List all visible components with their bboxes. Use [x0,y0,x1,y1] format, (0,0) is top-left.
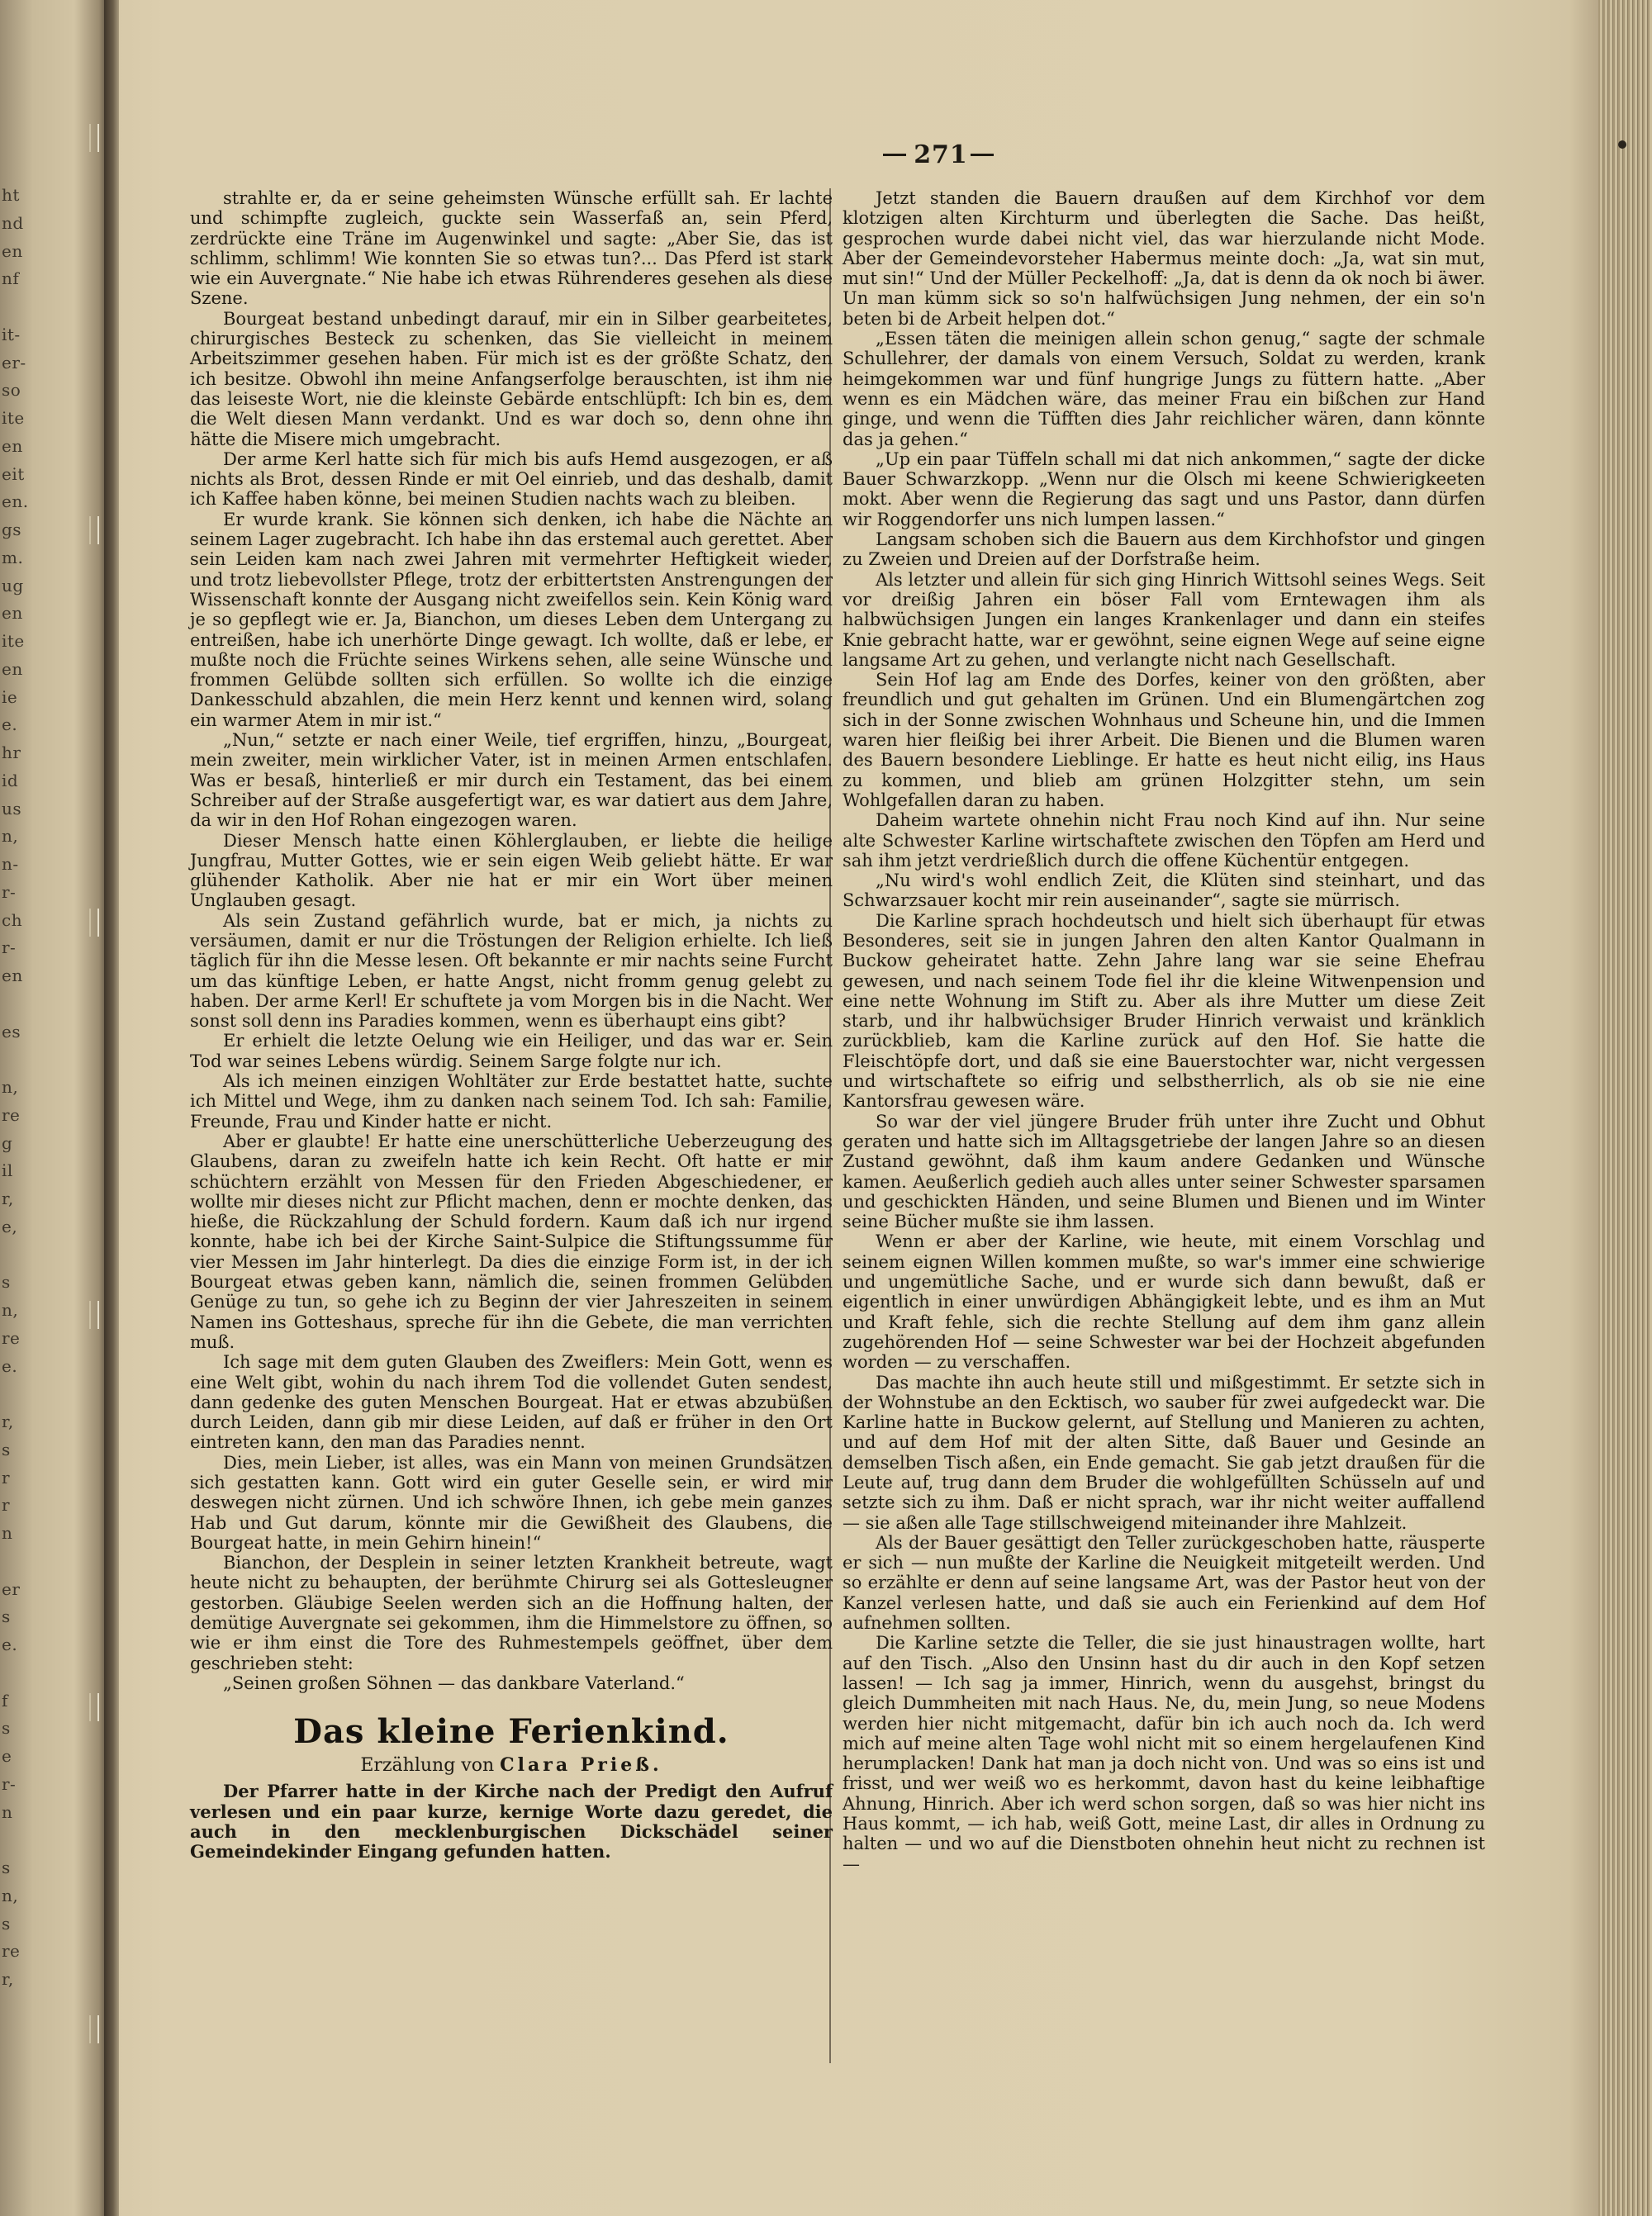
paragraph: Als ich meinen einzigen Wohltäter zur Erde bestattet hatte, suchte ich Mittel und Wege, ihm zu danken nach seinem Tod. Ich sah: Familie, Freunde, Frau und Kinder hatte er nicht. [190,1071,833,1132]
left-page-fragment: r- [2,881,17,902]
paragraph: Aber er glaubte! Er hatte eine unerschütterliche Ueberzeugung des Glaubens, daran zu zweifeln hatte ich kein Recht. Oft hatte er mir schüchtern erzählt von Messen für den Frieden Abgeschiedener, er wollte mir dieses nicht zur Pflicht machen, denn er mochte denken, das hieße, die Rückzahlung der Schuld fordern. Kaum daß ich nur irgend konnte, habe ich bei der Kirche Saint-Sulpice die Stiftungssumme für vier Messen im Jahr hinterlegt. Da dies die einzige Form ist, in der ich Bourgeat etwas geben kann, nämlich die, seinen frommen Gelübden Genüge zu tun, so gehe ich zu Beginn der vier Jahreszeiten in seinem Namen ins Gotteshaus, spreche für ihn die Gebete, die man verrichten muß. [190,1131,833,1352]
binding-thread [89,2015,99,2043]
left-page-fragment: re [2,1104,21,1125]
binding-thread [89,516,99,544]
left-page-fragment: e [2,1746,12,1766]
paragraph: Bourgeat bestand unbedingt darauf, mir ein in Silber gearbeitetes, chirurgisches Besteck zu schenken, das Sie vielleicht in meinem Arbeitszimmer gesehen haben. Für mich ist es der größte Schatz, den ich besitze. Obwohl ihn meine Anfangserfolge berauschten, ist ihm nie das leiseste Wort, nie die kleinste Gebärde entschlüpft: Ich bin es, dem die Welt diesen Mann verdankt. Und es war doch so, denn ohne ihn hätte die Misere mich umgebracht. [190,308,833,449]
left-page-fragment: es [2,1021,21,1042]
page-number-dash-right [971,154,994,156]
paragraph: Als der Bauer gesättigt den Teller zurückgeschoben hatte, räusperte er sich — nun mußte der Karline die Neuigkeit mitgeteilt werden. Und so erzählte er denn auf seine langsame Art, was der Pastor heut von der Kanzel verlesen hatte, und daß sie auch ein Ferienkind auf dem Hof aufnehmen sollten. [843,1532,1485,1634]
left-page-fragment: n, [2,826,19,847]
left-column [190,188,833,1862]
left-page-fragment: r [2,1495,11,1516]
left-page-fragment: r- [2,937,17,958]
paragraph: Als letzter und allein für sich ging Hinrich Wittsohl seines Wegs. Seit vor dreißig Jahren ein böser Fall vom Erntewagen ihm als halbwüchsigen Jungen ein langes Krankenlager und dann ein steifes Knie gebracht hatte, war er gewöhnt, seine eignen Wege auf seine eigne langsame Art zu gehen, und verlangte nicht nach Gesellschaft. [843,569,1485,670]
binding-thread [89,909,99,937]
byline-prefix: Erzählung von [360,1755,495,1777]
book-gutter [104,0,119,2216]
paragraph: „Up ein paar Tüffeln schall mi dat nich ankommen,“ sagte der dicke Bauer Schwarzkopp. „Wenn nur die Olsch mi keene Schwierigkeeten mokt. Aber wenn die Regierung das sagt und uns Pastor, dann dürfen wir Roggendorfer uns nich lumpen lassen.“ [843,448,1485,529]
left-page-fragment: f [2,1690,8,1711]
left-page-fragment: n- [2,854,19,874]
left-page-fragment: e. [2,1635,18,1654]
left-page-fragment: en [2,966,23,985]
left-page-fragment: en [2,658,23,679]
left-page-fragment: r [2,1467,11,1488]
left-page-fragment: r- [2,1773,17,1794]
paragraph: Das machte ihn auch heute still und mißgestimmt. Er setzte sich in der Wohnstube an den Ecktisch, wo sauber für zwei aufgedeckt war. Die Karline hatte in Buckow gelernt, auf Stellung und Manieren zu achten, und auf dem Hof mit der alten Sitte, daß Bauer und Gesinde an demselben Tisch aßen, ein Ende gemacht. Sie gab jetzt draußen für die Leute auf, trug dann dem Bruder die wohlgefüllten Schüsseln auf und setzte sich zu ihm. Daß er nicht sprach, war ihr nicht weiter auffallend — sie aßen alle Tage stillschweigend miteinander ihre Mahlzeit. [843,1372,1485,1533]
left-page-fragment: il [2,1160,13,1181]
paragraph: Sein Hof lag am Ende des Dorfes, keiner von den größten, aber freundlich und gut gehalten im Grünen. Und ein Blumengärtchen zog sich in der Sonne zwischen Wohnhaus und Scheune hin, und die Immen waren hier fleißig bei ihrer Arbeit. Die Bienen und die Blumen waren des Bauern besondere Lieblinge. Er hatte es heut nicht eilig, ins Haus zu kommen, und blieb am grünen Holzgitter stehn, um sein Wohlgefallen daran zu haben. [843,670,1485,810]
left-page-fragment: re [2,1941,21,1962]
story-byline [190,1754,833,1777]
paragraph: „Seinen großen Söhnen — das dankbare Vaterland.“ [223,1673,685,1693]
left-page-fragment: s [2,1272,11,1293]
left-page-fragment: s [2,1439,11,1459]
page-number-text: 271 [914,140,968,169]
left-page-edge [0,0,107,2216]
paragraph: „Essen täten die meinigen allein schon genug,“ sagte der schmale Schullehrer, der damals von einem Versuch, Soldat zu werden, krank heimgekommen war und fünf hungrige Jungs zu füttern hatte. „Aber wenn es ein Mädchen wäre, das meiner Frau ein bißchen zur Hand ginge, und wenn die Tüfften dies Jahr reichlicher wären, dann könnte das ja gehen.“ [843,329,1485,449]
paragraph: Die Karline sprach hochdeutsch und hielt sich überhaupt für etwas Besonderes, seit sie in jungen Jahren den alten Kantor Qualmann in Buckow geheiratet hatte. Zehn Jahre lang war sie seine Ehefrau gewesen, und nach seinem Tode fiel ihr die kleine Witwenpension und eine nette Wohnung im Stift zu. Aber als ihre Mutter um diese Zeit starb, und ihr halbwüchsiger Bruder Hinrich verwaist und kränklich zurückblieb, kam die Karline zurück auf den Hof. Sie hatte die Fleischtöpfe dort, und daß sie eine Bauerstochter war, nicht vergessen und wirtschaftete so eifrig und selbstherrlich, als ob sie nie eine Kantorsfrau gewesen wäre. [843,910,1485,1112]
paragraph: Er wurde krank. Sie können sich denken, ich habe die Nächte an seinem Lager zugebracht. Ich habe ihn das erstemal auch gerettet. Aber sein Leiden kam nach zwei Jahren mit vermehrter Heftigkeit wieder, und trotz liebevollster Pflege, trotz der erbittertsten Anstrengungen der Wissenschaft konnte der Ausgang nicht zweifellos sein. Kein König ward je so gepflegt wie er. Ja, Bianchon, um dieses Leben dem Untergang zu entreißen, habe ich unerhörte Dinge gewagt. Ich wollte, daß er lebe, er mußte noch die Früchte seines Wirkens sehen, alle seine Wünsche und frommen Gelübde sollten sich erfüllen. So wollte ich die einzige Dankesschuld abzahlen, die mein Herz kennt und kennen wird, solang ein warmer Atem in mir ist.“ [190,509,833,730]
left-page-fragment: en [2,435,23,456]
paragraph: Bianchon, der Desplein in seiner letzten Krankheit betreute, wagt heute nicht zu behaupten, der berühmte Chirurg sei als Gottesleugner gestorben. Gläubige Seelen werden sich an die Hoffnung halten, der demütige Auvergnate sei gekommen, ihm die Himmelstore zu öffnen, so wie er ihm einst die Tore des Ruhmestempels geöffnet, über dem geschrieben steht: [190,1553,833,1673]
left-page-fragment: r, [2,1412,14,1431]
left-page-fragment: e, [2,1216,18,1236]
paragraph: Er erhielt die letzte Oelung wie ein Heiliger, und das war er. Sein Tod war seines Lebens würdig. Seinem Sarge folgte nur ich. [190,1031,833,1071]
binding-thread [89,1301,99,1329]
paragraph: Wenn er aber der Karline, wie heute, mit einem Vorschlag und seinem eignen Willen kommen mußte, so war's immer eine schwierige und ungemütliche Sache, und er wurde sich dann bewußt, daß er eigentlich in einer unwürdigen Abhängigkeit lebte, und es ihm an Mut und Kraft fehle, sich die rechte Stellung auf dem ihm ganz allein zugehörenden Hof — seine Schwester war bei der Hochzeit abgefunden worden — zu verschaffen. [843,1231,1485,1373]
left-page-fragment: ite [2,408,25,428]
left-page-fragment: n, [2,1077,19,1097]
paragraph: Der arme Kerl hatte sich für mich bis aufs Hemd ausgezogen, er aß nichts als Brot, dessen Rinde er mit Oel einrieb, und das deshalb, damit ich Kaffee haben könne, bei meinen Studien nachts wach zu bleiben. [190,448,833,510]
left-page-fragment: m. [2,547,24,567]
left-page-fragment: us [2,798,22,819]
left-page-fragment: n, [2,1300,19,1320]
left-page-fragment: hr [2,743,21,762]
paragraph: Jetzt standen die Bauern draußen auf dem Kirchhof vor dem klotzigen alten Kirchturm und überlegten die Sache. Das heißt, gesprochen wurde dabei nicht viel, das war hierzulande nicht Mode. Aber der Gemeindevorsteher Habermus meinte doch: „Ja, wat sin mut, mut sin!“ Und der Müller Peckelhoff: „Ja, dat is denn da ok noch bi äwer. Un man kümm sick so so'n halfwüchsigen Jung nehmen, der ein so'n beten bi de Arbeit helpen dot.“ [843,188,1486,329]
paragraph: Die Karline setzte die Teller, die sie just hinaustragen wollte, hart auf den Tisch. „Also den Unsinn hast du dir auch in den Kopf setzen lassen! — Ich sag ja immer, Hinrich, wenn du ausgehst, bringst du gleich Dummheiten mit nach Haus. Ne, du, mein Jung, so neue Modens werden hier nicht mitgemacht, dafür bin ich auch noch da. Ich werd mich auf meine alten Tage wohl nicht mit so einem hergelaufenen Kind herumplacken! Dank hat man ja doch nicht von. Und was so eins ist und frisst, und wer weiß wo es herkommt, davon hast du keine leibhaftige Ahnung, Hinrich. Aber ich werd schon sorgen, daß so was hier nicht ins Haus kommt, — ich hab, weiß Gott, meine Last, dir alles in Ordnung zu halten — und wo auf die Dienstboten ohnehin heut nicht zu rechnen ist — [843,1633,1485,1874]
left-page-fragment: gs [2,520,22,539]
binding-thread [89,1693,99,1721]
left-page-fragment: s [2,1913,11,1934]
left-page-fragment: e. [2,1355,18,1376]
paragraph: Langsam schoben sich die Bauern aus dem Kirchhofstor und gingen zu Zweien und Dreien auf der Dorfstraße heim. [843,529,1485,570]
left-page-fragment: s [2,1606,11,1627]
left-page-fragment: en [2,603,23,624]
story-intro-paragraph: Der Pfarrer hatte in der Kirche nach der Predigt den Aufruf verlesen und ein paar kurze, kernige Worte dazu geredet, die auch in den mecklenburgischen Dickschädel seiner Gemeindekinder Eingang gefunden hatten. [190,1781,833,1862]
paragraph: Dieser Mensch hatte einen Köhlerglauben, er liebte die heilige Jungfrau, Mutter Gottes, wie er sein eigen Weib geliebt hätte. Er war glühender Katholik. Aber nie hat er mir ein Wort über meinen Unglauben gesagt. [190,830,833,911]
right-column [843,188,1485,1874]
left-page-fragment: ht [2,185,20,205]
left-page-fragment: g [2,1132,13,1153]
paragraph: So war der viel jüngere Bruder früh unter ihre Zucht und Obhut geraten und hatte sich im Alltagsgetriebe der langen Jahre so an diesen Zustand gewöhnt, daß ihm kaum andere Gedanken und Wünsche kamen. Aeußerlich gedieh auch alles unter seiner Schwester sparsamen und geschickten Händen, und seine Blumen und Bienen und im Winter seine Bücher mußte sie ihm lassen. [843,1111,1485,1232]
left-page-fragment: ug [2,575,24,596]
paragraph: Als sein Zustand gefährlich wurde, bat er mich, ja nichts zu versäumen, damit er nur die Tröstungen der Religion erhielte. Ich ließ täglich für ihn die Messe lesen. Oft bekannte er mir nachts seine Furcht um das künftige Leben, er hatte Angst, nicht fromm genug gelebt zu haben. Der arme Kerl! Er schuftete ja vom Morgen bis in die Nacht. Wer sonst soll denn ins Paradies kommen, wenn es überhaupt eins gibt? [190,910,833,1032]
left-page-fragment: ite [2,631,25,651]
left-page-fragment: n [2,1801,13,1822]
left-page-fragment: en [2,240,23,261]
binding-thread [89,124,99,152]
left-page-fragment: so [2,380,21,401]
left-page-fragment: n [2,1523,13,1543]
page-number-dash-left [883,154,906,156]
paragraph: Daheim wartete ohnehin nicht Frau noch Kind auf ihn. Nur seine alte Schwester Karline wirtschaftete zwischen den Töpfen am Herd und sah ihm jetzt verdrießlich durch die offene Küchentür entgegen. [843,810,1485,871]
paragraph: strahlte er, da er seine geheimsten Wünsche erfüllt sah. Er lachte und schimpfte zugleich, guckte sein Wasserfaß an, sein Pferd, zerdrückte eine Träne im Augenwinkel und sagte: „Aber Sie, das ist schlimm, schlimm! Wie konnten Sie so etwas tun?... Das Pferd ist stark wie ein Auvergnate.“ Nie habe ich etwas Rührenderes gesehen als diese Szene. [190,188,833,309]
left-page-fragment: en. [2,491,29,512]
left-page-fragment: er [2,1578,21,1599]
paragraph: „Nu wird's wohl endlich Zeit, die Klüten sind steinhart, und das Schwarzsauer kocht mir rein auseinander“, sagte sie mürrisch. [843,871,1485,911]
left-page-fragment: id [2,770,19,790]
left-page-fragment: nf [2,268,20,289]
left-page-fragment: r, [2,1969,14,1989]
paragraph: Dies, mein Lieber, ist alles, was ein Mann von meinen Grundsätzen sich gestatten kann. Gott wird ein guter Geselle sein, er wird mir deswegen nicht zürnen. Und ich schwöre Ihnen, ich gebe mein ganzes Hab und Gut darum, könnte mir die Gewißheit des Glaubens, die Bourgeat hatte, in mein Gehirn hinein!“ [190,1452,833,1553]
left-page-fragment: n, [2,1885,19,1905]
paragraph: Ich sage mit dem guten Glauben des Zweiflers: Mein Gott, wenn es eine Welt gibt, wohin du nach ihrem Tod die vollendet Guten sendest, dann gedenke des guten Menschen Bourgeat. Hat er etwas abzubüßen durch Leiden, dann gib mir diese Leiden, auf daß er früher in den Ort eintreten kann, den man das Paradies nennt. [190,1352,833,1453]
page-number [866,140,1015,169]
left-page-fragment: re [2,1327,21,1348]
left-page-fragment: ch [2,909,23,930]
paragraph: „Nun,“ setzte er nach einer Weile, tief ergriffen, hinzu, „Bourgeat, mein zweiter, mein wirklicher Vater, ist in meinen Armen entschlafen. Was er besaß, hinterließ er mir durch ein Testament, das bei einem Schreiber auf der Straße ausgefertigt war, es war datiert aus dem Jahre, da wir in den Hof Rohan eingezogen waren. [190,730,833,831]
left-page-fragment: s [2,1858,11,1877]
left-page-fragment: r, [2,1189,14,1208]
left-page-fragment: ie [2,686,18,707]
ink-dot [1618,140,1626,149]
left-page-fragment: eit [2,463,25,484]
left-page-fragment: s [2,1718,11,1739]
left-page-fragment: er- [2,352,26,372]
left-page-fragment: e. [2,714,18,735]
story-title: Das kleine Ferienkind. [293,1712,729,1752]
left-page-fragment: it- [2,324,21,344]
left-page-fragment: nd [2,212,24,233]
story-author: Clara Prieß. [500,1754,662,1777]
